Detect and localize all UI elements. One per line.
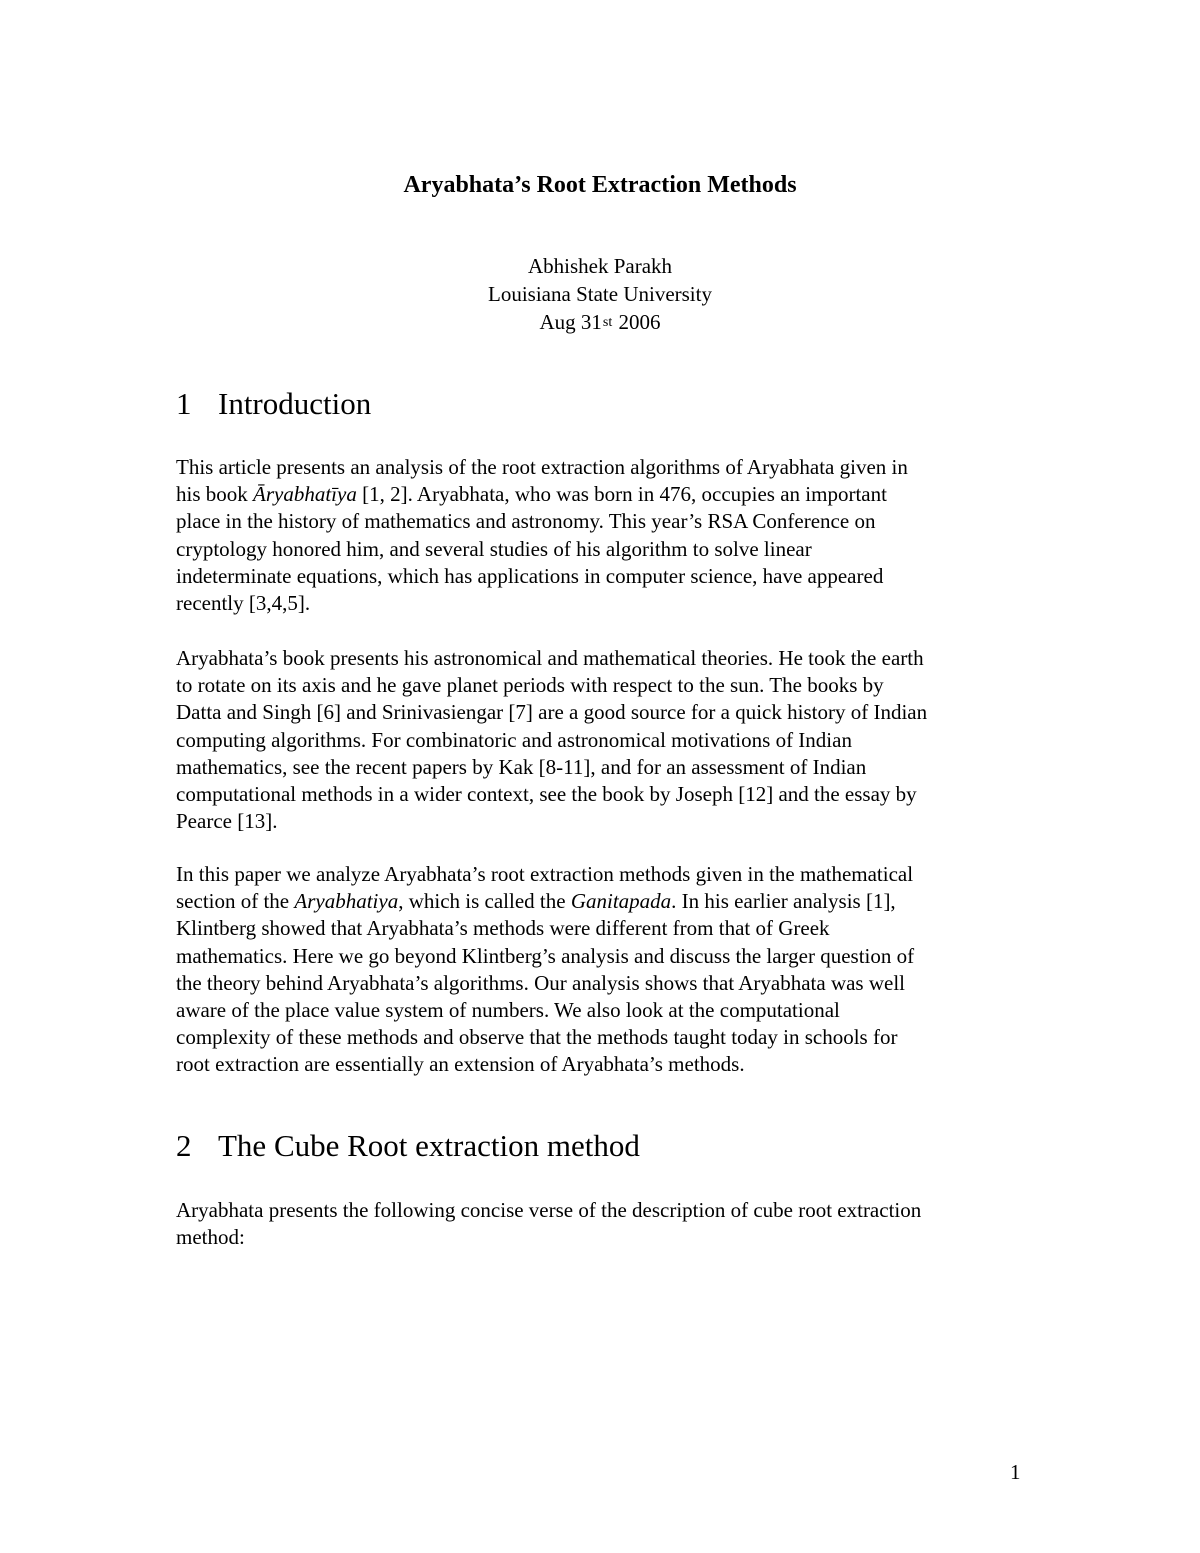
section-title: Introduction	[218, 386, 372, 421]
author-affiliation: Louisiana State University	[488, 282, 712, 306]
date-superscript: st	[602, 315, 613, 330]
text-line: indeterminate equations, which has applications in computer science, have appeared	[176, 563, 884, 588]
text-line: This article presents an analysis of the root extraction algorithms of Aryabhata given in	[176, 455, 908, 479]
text-line: computational methods in a wider context, see the book by Joseph [12] and the essay by	[176, 782, 917, 807]
text-line: complexity of these methods and observe that the methods taught today in schools for	[176, 1025, 898, 1050]
paragraph	[176, 454, 1036, 617]
paragraph	[176, 861, 1036, 1079]
paper-title: Aryabhata’s Root Extraction Methods	[403, 172, 797, 198]
text-line: mathematics, see the recent papers by Kak [8-11], and for an assessment of Indian	[176, 754, 867, 779]
text-line: recently [3,4,5].	[176, 591, 311, 616]
text-line: method:	[176, 1225, 245, 1250]
section-heading	[176, 1126, 640, 1166]
text-line: cryptology honored him, and several studies of his algorithm to solve linear	[176, 536, 812, 561]
date-suffix: 2006	[613, 310, 661, 334]
text-line: aware of the place value system of numbers. We also look at the computational	[176, 998, 840, 1023]
paragraph	[176, 1197, 1036, 1251]
text-line: Aryabhata presents the following concise verse of the description of cube root extraction	[176, 1198, 922, 1222]
text-line: to rotate on its axis and he gave planet periods with respect to the sun. The books by	[176, 673, 884, 698]
page-number: 1	[1010, 1460, 1021, 1484]
text-line: the theory behind Aryabhata’s algorithms. Our analysis shows that Aryabhata was well	[176, 970, 906, 995]
text-line: Pearce [13].	[176, 809, 278, 834]
paper-date	[0, 308, 1200, 336]
text-line: section of the Aryabhatiya, which is called the Ganitapada. In his earlier analysis [1],	[176, 889, 896, 914]
section-title: The Cube Root extraction method	[218, 1128, 640, 1163]
author-name: Abhishek Parakh	[527, 254, 673, 278]
text-line: his book Āryabhatīya [1, 2]. Aryabhata, who was born in 476, occupies an important	[176, 482, 887, 507]
section-number: 2	[176, 1128, 192, 1163]
text-line: root extraction are essentially an extension of Aryabhata’s methods.	[176, 1052, 745, 1077]
text-line: Datta and Singh [6] and Srinivasiengar [7] are a good source for a quick history of Indian	[176, 700, 928, 725]
text-line: computing algorithms. For combinatoric and astronomical motivations of Indian	[176, 727, 852, 752]
date-prefix: Aug 31	[539, 310, 602, 334]
italic-term: Ganitapada	[570, 889, 672, 914]
text-line: Klintberg showed that Aryabhata’s methods were different from that of Greek	[176, 916, 830, 941]
text-line: In this paper we analyze Aryabhata’s root extraction methods given in the mathematical	[176, 862, 914, 886]
text-line: mathematics. Here we go beyond Klintberg’s analysis and discuss the larger question of	[176, 943, 915, 968]
section-number: 1	[176, 386, 192, 421]
italic-term: Aryabhatiya	[294, 889, 399, 914]
paragraph	[176, 645, 1036, 835]
text-line: Aryabhata’s book presents his astronomical and mathematical theories. He took the earth	[176, 646, 924, 670]
text-line: place in the history of mathematics and astronomy. This year’s RSA Conference on	[176, 509, 876, 534]
italic-term: Āryabhatīya	[253, 482, 357, 507]
section-heading	[176, 384, 371, 424]
author-block	[0, 252, 1200, 336]
